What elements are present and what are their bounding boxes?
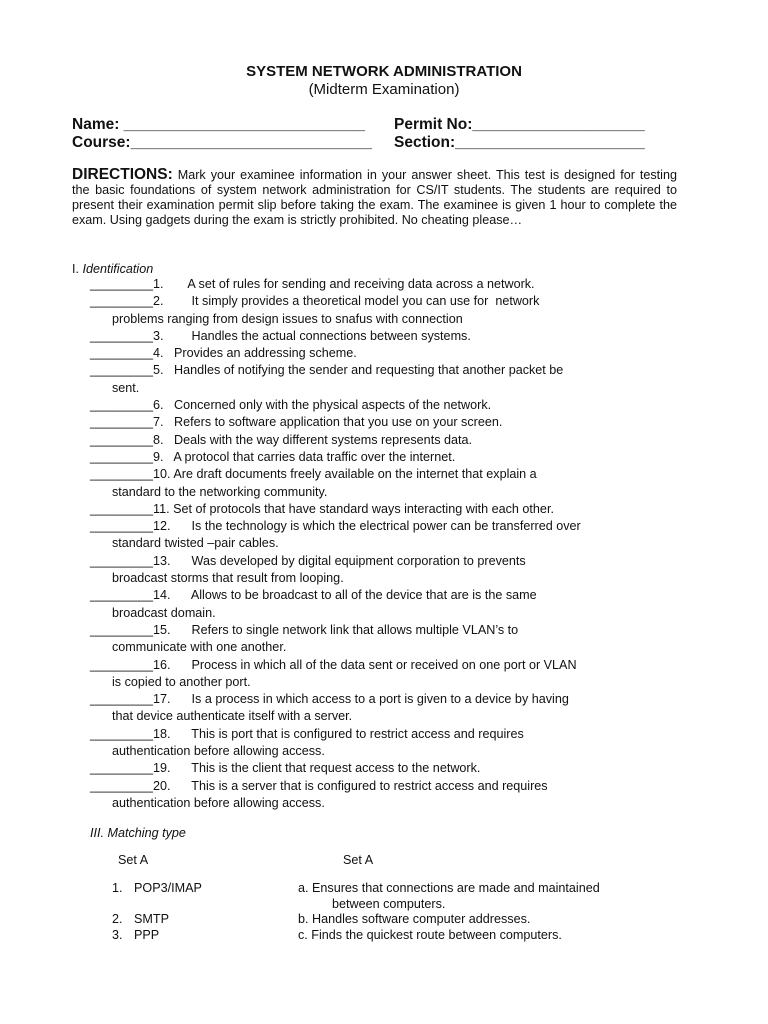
course-field: Course:____________________________ xyxy=(72,134,372,151)
question-item: _________17. Is a process in which access to a port is given to a device by having that device authenticate itself with a server. xyxy=(90,692,569,724)
identification-items xyxy=(90,276,680,812)
question-item: _________13. Was developed by digital equipment corporation to prevents broadcast storms that result from looping. xyxy=(90,553,526,586)
question-item: _________18. This is port that is configured to restrict access and requires authentication before allowing access. xyxy=(90,726,524,759)
question-item: _________2. It simply provides a theoretical model you can use for network problems ranging from design issues to snafus with connection xyxy=(90,294,540,326)
set-a-header-right: Set A xyxy=(343,853,374,867)
exam-page: SYSTEM NETWORK ADMINISTRATION (Midterm Examination) Name: ____________________________ Permit No:____________________ Course:____________________________ Section:______________________ DIRECTIONS: Mark your examinee information in your answer sheet. This test is designed for testing the basic foundations of system network administration for CS/IT students. The students are required to present their examination permit slip before taking the exam. The examinee is given 1 hour to complete the exam. Using gadgets during the exam is strictly prohibited. No cheating please… I. Identification _________1. A set of rules for sending and receiving data across a network. _________2. It simply provides a theoretical model you can use for network problems ranging from design issues to snafus with connection _________3. Handles the actual connections between systems. _________4. Provides an addressing scheme. _________5. Handles of notifying the sender and requesting that another packet be sent. _________6. Concerned only with the physical aspects of the network. _________7. Refers to software application that you use on your screen. _________8. Deals with the way different systems represents data. _________9. A protocol that carries data traffic over the internet. _________10. Are draft documents freely available on the internet that explain a standard to the networking community. _________11. Set of protocols that have standard ways interacting with each other. _________12. Is the technology is which the electrical power can be transferred over standard twisted –pair cables. _________13. Was developed by digital equipment corporation to prevents broadcast storms that result from looping. _________14. Allows to be broadcast to all of the device that are is the same broadcast domain. _________15. Refers to single network link that allows multiple VLAN’s to communicate with one another. _________16. Process in which all of the data sent or received on one port or VLAN is copied to another port. _________17. Is a process in which access to a port is given to a device by having that device authenticate itself with a server. _________18. This is port that is configured to restrict access and requires authentication before allowing access. _________19. This is the client that request access to the network. _________20. This is a server that is configured to restrict access and requires authentication before allowing access. III. Matching type Set A Set A 1. POP3/IMAP a. Ensures that connections are made and maintained between computers. 2. SMTP b. Handles software computer addresses. 3. PPP c. Finds the quickest route between computers. xyxy=(0,0,768,1024)
info-row-course xyxy=(72,134,645,152)
question-item: _________16. Process in which all of the data sent or received on one port or VLAN is copied to another port. xyxy=(90,657,577,689)
question-item: _________1. A set of rules for sending and receiving data across a network. xyxy=(90,277,535,291)
question-item: _________9. A protocol that carries data traffic over the internet. xyxy=(90,449,456,464)
question-item: _________20. This is a server that is configured to restrict access and requires authentication before allowing access. xyxy=(90,778,548,810)
question-item: _________6. Concerned only with the physical aspects of the network. xyxy=(90,398,492,413)
question-item: _________3. Handles the actual connections between systems. xyxy=(90,328,471,343)
name-field: Name: ____________________________ xyxy=(72,116,366,133)
question-item: _________11. Set of protocols that have standard ways interacting with each other. xyxy=(90,501,554,516)
question-item: _________19. This is the client that request access to the network. xyxy=(90,761,481,776)
directions-text: Mark your examinee information in your answer sheet. This test is designed for testing the basic foundations of system network administration for CS/IT students. The students are required to present their examination permit slip before taking the exam. The examinee is given 1 hour to complete the exam. Using gadgets during the exam is strictly prohibited. No cheating please… xyxy=(72,168,677,227)
question-item: _________12. Is the technology is which the electrical power can be transferred over standard twisted –pair cables. xyxy=(90,519,581,551)
info-row-name xyxy=(72,116,645,134)
exam-title: SYSTEM NETWORK ADMINISTRATION xyxy=(246,63,522,80)
exam-subtitle: (Midterm Examination) xyxy=(308,81,460,98)
question-item: _________4. Provides an addressing scheme. xyxy=(90,346,357,361)
directions-label: DIRECTIONS: xyxy=(72,166,173,183)
question-item: _________8. Deals with the way different systems represents data. xyxy=(90,432,472,447)
permit-field: Permit No:____________________ xyxy=(394,116,645,133)
question-item: _________5. Handles of notifying the sender and requesting that another packet be sent. xyxy=(90,363,564,395)
question-item: _________10. Are draft documents freely available on the internet that explain a standard to the networking community. xyxy=(90,467,537,499)
question-item: _________15. Refers to single network link that allows multiple VLAN’s to communicate with one another. xyxy=(90,622,519,655)
set-a-header-left: Set A xyxy=(118,853,149,867)
section-matching-heading: III. Matching type xyxy=(90,826,186,840)
question-item: _________7. Refers to software application that you use on your screen. xyxy=(90,415,503,430)
section-field: Section:______________________ xyxy=(394,134,645,151)
directions-paragraph xyxy=(72,167,677,228)
question-item: _________14. Allows to be broadcast to all of the device that are is the same broadcast domain. xyxy=(90,588,537,620)
section-identification-heading: I. Identification xyxy=(72,262,154,276)
